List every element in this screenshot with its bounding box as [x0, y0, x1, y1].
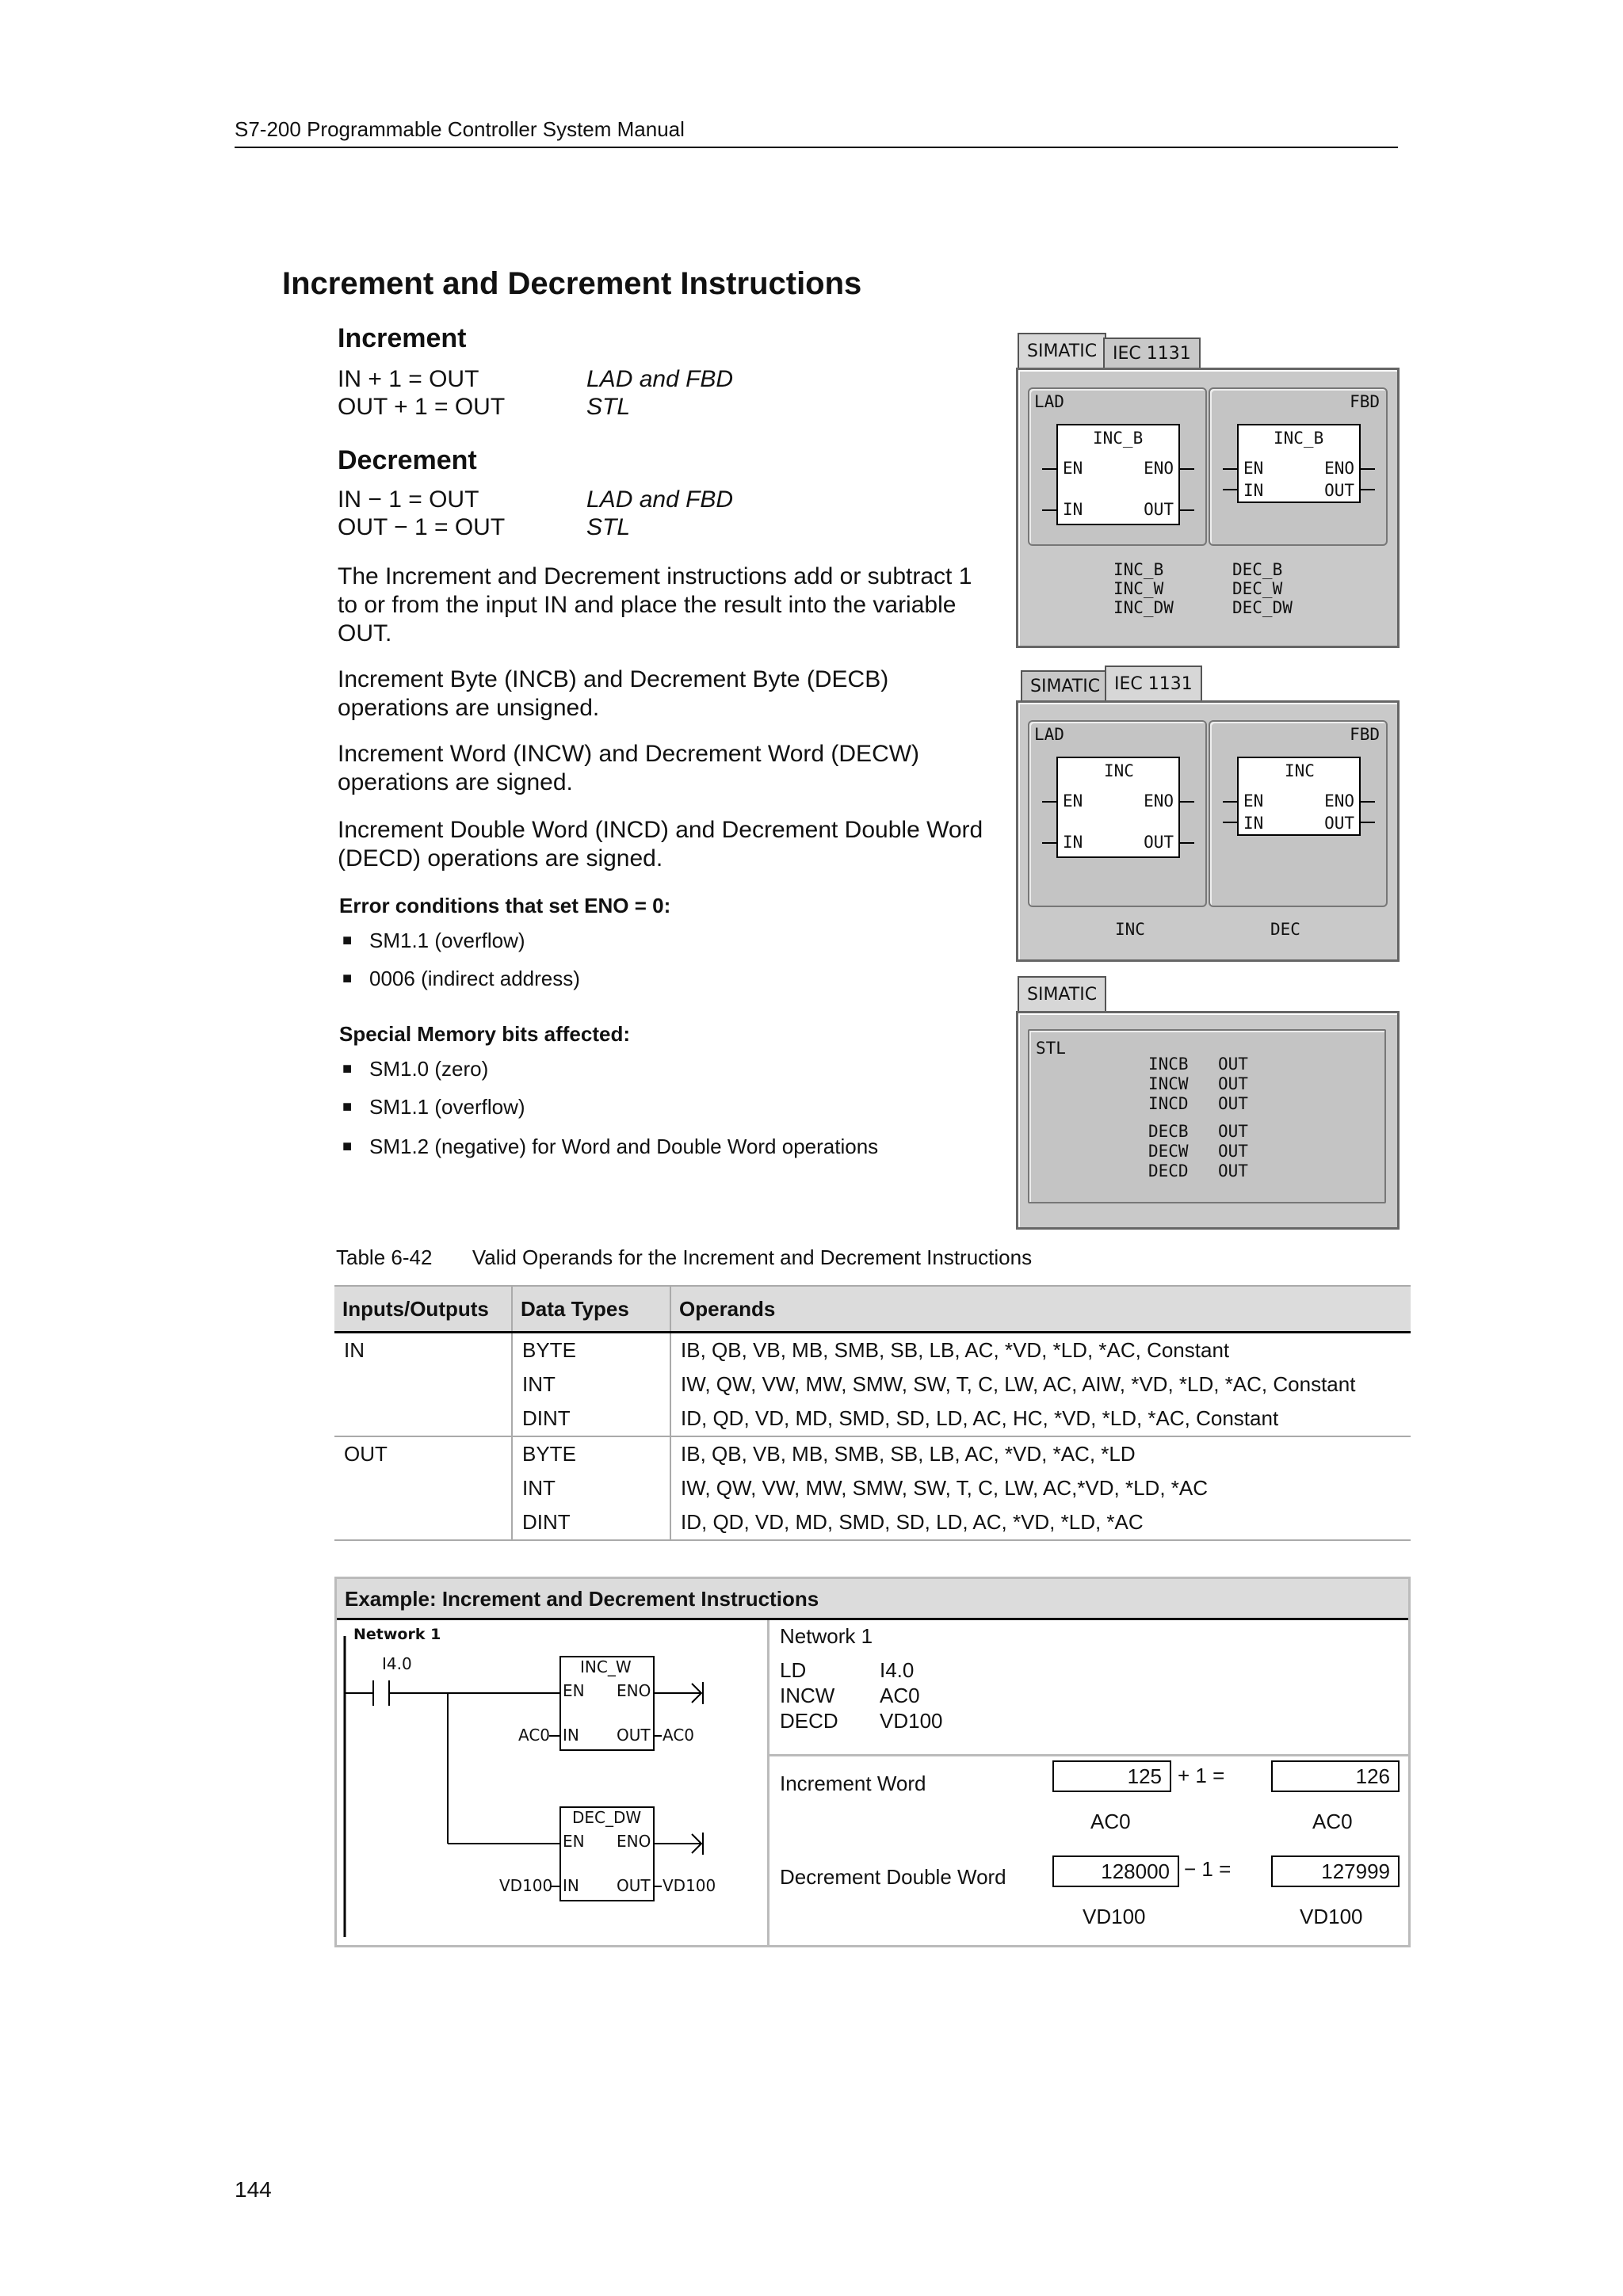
block1-in-operand: AC0: [518, 1726, 551, 1745]
inc-ops: [1148, 1055, 1189, 1181]
decrement-eq-2: OUT − 1 = OUT: [338, 514, 506, 540]
types-cell: [512, 1436, 670, 1540]
operand-list: IB, QB, VB, MB, SMB, SB, LB, AC, *VD, *LD, *AC, Constant: [681, 1338, 1230, 1362]
dec-before-reg: VD100: [1083, 1905, 1146, 1928]
example-title: Example: Increment and Decrement Instructions: [337, 1579, 1408, 1620]
pin-en: EN: [1243, 459, 1264, 478]
pin-line: [1361, 801, 1375, 803]
type: BYTE: [522, 1338, 576, 1362]
block-dec-dw: DEC_DW: [572, 1808, 642, 1827]
dec-after-value: 127999: [1271, 1855, 1400, 1887]
fbd-label: FBD: [1350, 725, 1380, 744]
stl-args: [880, 1657, 943, 1733]
paragraph-intro: The Increment and Decrement instructions add or subtract 1 to or from the input IN and place the result into the variable OUT.: [338, 563, 972, 646]
tab-iec-1131[interactable]: IEC 1131: [1103, 338, 1201, 368]
pin-out: OUT: [1144, 833, 1174, 852]
block-name: INC_B: [1274, 429, 1324, 448]
pin-line: [1361, 489, 1375, 490]
stl-args: [1218, 1055, 1248, 1181]
variant: DEC_W: [1232, 579, 1283, 598]
pin-line: [1180, 509, 1194, 511]
type: BYTE: [522, 1442, 576, 1466]
operand-list: IB, QB, VB, MB, SMB, SB, LB, AC, *VD, *AC, *LD: [681, 1442, 1136, 1466]
decrement-note-1: LAD and FBD: [586, 486, 734, 513]
pin-line: [1042, 842, 1056, 844]
pin-in: IN: [563, 1876, 579, 1895]
block-name: INC_B: [1093, 429, 1144, 448]
stl-op: INCD: [1148, 1094, 1189, 1113]
stl-op: INCW: [780, 1684, 835, 1707]
example-divider: [769, 1754, 1408, 1756]
increment-note-2: STL: [586, 394, 631, 420]
variant: INC_B: [1113, 560, 1164, 579]
stl-arg: OUT: [1218, 1074, 1248, 1093]
function-block: [1237, 757, 1361, 836]
lad-view: [1028, 387, 1207, 546]
pin-line: [1042, 509, 1056, 511]
operand-list: ID, QD, VD, MD, SMD, SD, LD, AC, *VD, *LD, *AC: [681, 1510, 1144, 1534]
stl-op: DECD: [1148, 1161, 1189, 1180]
col-header: Inputs/Outputs: [334, 1286, 512, 1333]
block-name: INC: [1104, 761, 1134, 780]
inc-before-reg: AC0: [1090, 1810, 1131, 1833]
increment-heading: Increment: [338, 323, 467, 353]
stl-arg: OUT: [1218, 1055, 1248, 1074]
lad-label: LAD: [1034, 392, 1064, 411]
pin-eno: ENO: [1144, 791, 1174, 810]
pin-in: IN: [1243, 814, 1264, 833]
example-divider: [767, 1620, 769, 1945]
lad-label: LAD: [1034, 725, 1064, 744]
tab-simatic[interactable]: SIMATIC: [1018, 976, 1106, 1011]
block2-out-operand: VD100: [663, 1876, 716, 1895]
table-header-row: [334, 1286, 1411, 1333]
pin-eno: ENO: [617, 1832, 651, 1851]
error-conditions-label: Error conditions that set ENO = 0:: [339, 894, 671, 917]
stl-op: DECB: [1148, 1122, 1189, 1141]
pin-eno: ENO: [1324, 791, 1354, 810]
operands-cell: [670, 1333, 1411, 1437]
increment-note-1: LAD and FBD: [586, 366, 734, 392]
error-item: ■ SM1.1 (overflow): [369, 929, 525, 953]
pin-in: IN: [1243, 481, 1264, 500]
sm-bits-label: Special Memory bits affected:: [339, 1022, 630, 1046]
paragraph-word: Increment Word (INCW) and Decrement Word (DECW) operations are signed.: [338, 741, 920, 795]
page-number: 144: [235, 2177, 272, 2202]
type: INT: [522, 1372, 556, 1396]
block-inc-w: INC_W: [580, 1657, 632, 1676]
inc-after-value: 126: [1271, 1760, 1400, 1792]
pin-eno: ENO: [617, 1681, 651, 1700]
decrement-heading: Decrement: [338, 445, 477, 475]
tab-iec-1131[interactable]: IEC 1131: [1105, 666, 1202, 700]
stl-op: DECW: [1148, 1142, 1189, 1161]
col-header: Data Types: [512, 1286, 670, 1333]
stl-arg: I4.0: [880, 1658, 915, 1682]
stl-arg: VD100: [880, 1709, 943, 1733]
fbd-view: [1209, 387, 1388, 546]
variant: DEC_DW: [1232, 598, 1293, 617]
stl-arg: OUT: [1218, 1142, 1248, 1161]
increment-word-label: Increment Word: [780, 1772, 926, 1795]
block-name: INC: [1285, 761, 1315, 780]
pin-out: OUT: [617, 1726, 651, 1745]
stl-view: [1028, 1029, 1386, 1203]
stl-arg: OUT: [1218, 1094, 1248, 1113]
pin-line: [1042, 801, 1056, 803]
pin-line: [1223, 822, 1237, 823]
sm-bit-item: ■ SM1.2 (negative) for Word and Double Word operations: [369, 1135, 878, 1159]
function-block: [1056, 757, 1180, 858]
header-rule: [235, 147, 1398, 148]
pin-en: EN: [563, 1681, 585, 1700]
function-block: [1237, 424, 1361, 503]
type: DINT: [522, 1510, 571, 1534]
pin-in: IN: [1063, 500, 1083, 519]
increment-eq-1: IN + 1 = OUT: [338, 366, 479, 392]
stl-op: INCW: [1148, 1074, 1189, 1093]
section-title: Increment and Decrement Instructions: [282, 266, 862, 301]
stl-arg: OUT: [1218, 1122, 1248, 1141]
pin-out: OUT: [1144, 500, 1174, 519]
pin-eno: ENO: [1144, 459, 1174, 478]
fbd-view: [1209, 720, 1388, 907]
instruction-panel-2: [1016, 700, 1400, 962]
tab-simatic[interactable]: SIMATIC: [1021, 670, 1109, 700]
paragraph-dword: Increment Double Word (INCD) and Decrement Double Word (DECD) operations are signed.: [338, 817, 983, 871]
pin-line: [1180, 801, 1194, 803]
stl-op: LD: [780, 1658, 807, 1682]
inc-operator: + 1 =: [1178, 1764, 1225, 1787]
operand-list: ID, QD, VD, MD, SMD, SD, LD, AC, HC, *VD, *LD, *AC, Constant: [681, 1406, 1279, 1430]
io-cell: OUT: [334, 1436, 512, 1540]
pin-in: IN: [1063, 833, 1083, 852]
pin-en: EN: [563, 1832, 585, 1851]
block1-out-operand: AC0: [663, 1726, 695, 1745]
error-item: ■ 0006 (indirect address): [369, 967, 580, 991]
variant: INC_W: [1113, 579, 1164, 598]
function-block: [1056, 424, 1180, 525]
operands-table: [334, 1285, 1411, 1541]
pin-out: OUT: [1324, 814, 1354, 833]
dec-operator: − 1 =: [1184, 1857, 1232, 1881]
decrement-note-2: STL: [586, 514, 631, 540]
lad-view: [1028, 720, 1207, 907]
pin-line: [1223, 801, 1237, 803]
pin-line: [1042, 468, 1056, 470]
stl-op: DECD: [780, 1709, 838, 1733]
operands-cell: [670, 1436, 1411, 1540]
pin-line: [1180, 842, 1194, 844]
pin-out: OUT: [1324, 481, 1354, 500]
type: INT: [522, 1476, 556, 1500]
tab-simatic[interactable]: SIMATIC: [1018, 333, 1106, 368]
pin-en: EN: [1063, 791, 1083, 810]
inc-before-value: 125: [1052, 1760, 1171, 1792]
ladder-network-label: Network 1: [353, 1626, 441, 1643]
type: DINT: [522, 1406, 571, 1430]
running-header: S7-200 Programmable Controller System Manual: [235, 117, 685, 141]
operand-list: IW, QW, VW, MW, SMW, SW, T, C, LW, AC, AIW, *VD, *LD, *AC, Constant: [681, 1372, 1356, 1396]
instruction-panel-3: [1016, 1011, 1400, 1230]
inc-variants: [1113, 560, 1174, 617]
pin-line: [1223, 468, 1237, 470]
stl-arg: AC0: [880, 1684, 920, 1707]
stl-ops: [780, 1657, 838, 1733]
pin-eno: ENO: [1324, 459, 1354, 478]
table-row: [334, 1436, 1411, 1540]
pin-out: OUT: [617, 1876, 651, 1895]
pin-line: [1180, 468, 1194, 470]
increment-eq-2: OUT + 1 = OUT: [338, 394, 506, 420]
variant: DEC_B: [1232, 560, 1283, 579]
contact-label: I4.0: [382, 1654, 412, 1673]
sm-bit-item: ■ SM1.1 (overflow): [369, 1095, 525, 1119]
table-title: Valid Operands for the Increment and Decrement Instructions: [472, 1245, 1033, 1269]
inc-name: INC: [1115, 920, 1145, 939]
fbd-label: FBD: [1350, 392, 1380, 411]
pin-line: [1361, 822, 1375, 823]
table-row: [334, 1333, 1411, 1437]
instruction-panel-1: [1016, 368, 1400, 648]
dec-after-reg: VD100: [1300, 1905, 1363, 1928]
stl-label: STL: [1036, 1039, 1066, 1058]
types-cell: [512, 1333, 670, 1437]
variant: INC_DW: [1113, 598, 1174, 617]
decrement-dword-label: Decrement Double Word: [780, 1865, 1006, 1889]
pin-en: EN: [1063, 459, 1083, 478]
pin-line: [1361, 468, 1375, 470]
pin-line: [1223, 489, 1237, 490]
pin-in: IN: [563, 1726, 579, 1745]
stl-network-label: Network 1: [780, 1624, 873, 1648]
stl-arg: OUT: [1218, 1161, 1248, 1180]
col-header: Operands: [670, 1286, 1411, 1333]
paragraph-byte: Increment Byte (INCB) and Decrement Byte (DECB) operations are unsigned.: [338, 666, 889, 721]
inc-after-reg: AC0: [1312, 1810, 1353, 1833]
stl-op: INCB: [1148, 1055, 1189, 1074]
block2-in-operand: VD100: [499, 1876, 553, 1895]
dec-variants: [1232, 560, 1293, 617]
dec-name: DEC: [1270, 920, 1300, 939]
dec-before-value: 128000: [1052, 1855, 1179, 1887]
sm-bit-item: ■ SM1.0 (zero): [369, 1057, 488, 1081]
table-number: Table 6-42: [336, 1245, 433, 1269]
table-caption: [336, 1245, 1032, 1270]
io-cell: IN: [334, 1333, 512, 1437]
operand-list: IW, QW, VW, MW, SMW, SW, T, C, LW, AC,*VD, *LD, *AC: [681, 1476, 1209, 1500]
decrement-eq-1: IN − 1 = OUT: [338, 486, 479, 513]
pin-en: EN: [1243, 791, 1264, 810]
